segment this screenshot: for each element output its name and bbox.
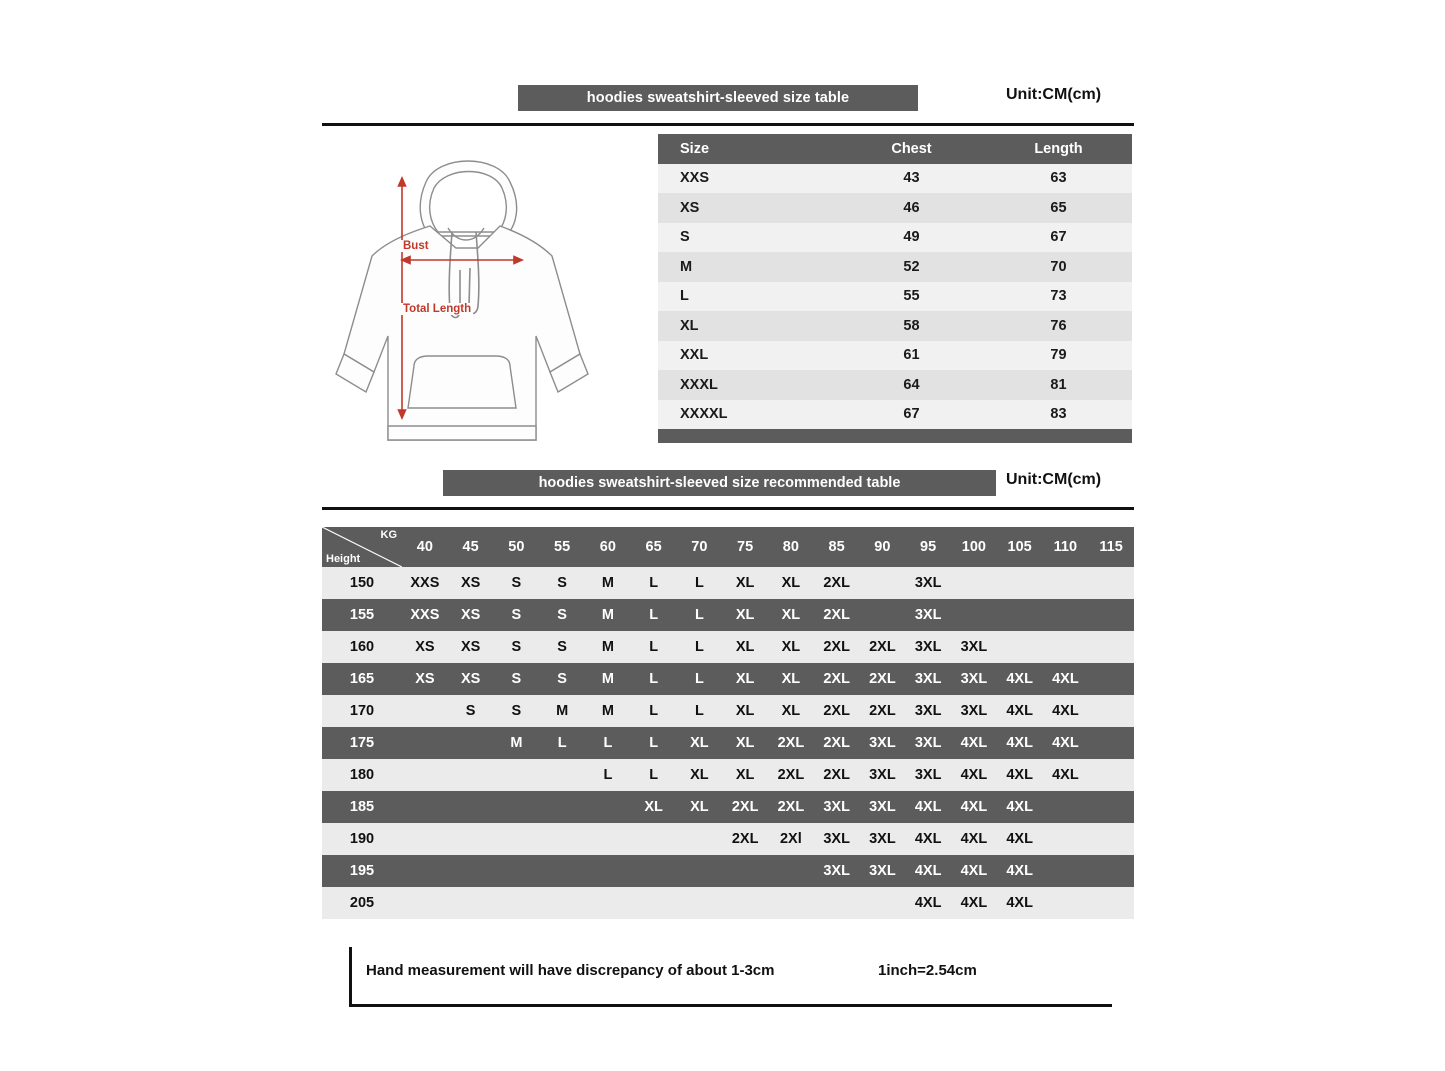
size-cell [1088, 855, 1134, 887]
size-cell: 4XL [997, 855, 1043, 887]
size-cell [494, 823, 540, 855]
size-cell: 3XL [860, 727, 906, 759]
height-cell: 190 [322, 823, 402, 855]
size-cell: 4XL [951, 823, 997, 855]
size-cell: L [677, 695, 723, 727]
size-cell: 2XL [860, 663, 906, 695]
table-footer-bar [658, 429, 1132, 443]
size-cell [860, 567, 906, 599]
size-cell: 3XL [814, 791, 860, 823]
size-cell: S [539, 631, 585, 663]
cell-length: 81 [985, 370, 1132, 400]
size-cell: 3XL [814, 823, 860, 855]
size-cell: 2XL [860, 631, 906, 663]
height-cell: 195 [322, 855, 402, 887]
cell-length: 79 [985, 341, 1132, 371]
cell-size: XXXXL [658, 400, 838, 430]
size-cell: S [539, 599, 585, 631]
size-cell [402, 695, 448, 727]
size-cell [585, 887, 631, 919]
size-cell [1088, 599, 1134, 631]
size-cell [539, 759, 585, 791]
size-cell: S [539, 663, 585, 695]
cell-size: M [658, 252, 838, 282]
size-cell: S [494, 567, 540, 599]
size-cell: 4XL [1043, 759, 1089, 791]
size-cell [1088, 631, 1134, 663]
size-table-unit: Unit:CM(cm) [1006, 86, 1102, 103]
size-cell: 2XL [860, 695, 906, 727]
size-cell: 4XL [997, 727, 1043, 759]
size-cell [677, 823, 723, 855]
size-cell: 2XL [814, 567, 860, 599]
size-cell: 3XL [905, 759, 951, 791]
cell-chest: 55 [838, 282, 985, 312]
size-cell: 3XL [860, 823, 906, 855]
size-cell [1043, 791, 1089, 823]
size-cell: XL [722, 695, 768, 727]
recommended-table-title: hoodies sweatshirt-sleeved size recommended table [443, 470, 996, 496]
height-cell: 205 [322, 887, 402, 919]
size-cell: 2XL [814, 631, 860, 663]
cell-size: S [658, 223, 838, 253]
table-row [322, 823, 1134, 855]
size-cell [585, 855, 631, 887]
size-cell [494, 791, 540, 823]
height-cell: 165 [322, 663, 402, 695]
table-row [658, 311, 1132, 341]
size-cell: XS [448, 567, 494, 599]
weight-header: 85 [814, 527, 860, 567]
size-cell: 3XL [860, 759, 906, 791]
cell-length: 70 [985, 252, 1132, 282]
size-cell: L [677, 663, 723, 695]
size-cell: 2Xl [768, 823, 814, 855]
cell-chest: 67 [838, 400, 985, 430]
size-cell [1088, 887, 1134, 919]
size-table-header-row [658, 134, 1132, 164]
size-cell: M [585, 663, 631, 695]
size-cell: 4XL [1043, 695, 1089, 727]
size-cell: 3XL [951, 663, 997, 695]
size-cell: XXS [402, 599, 448, 631]
size-cell: L [631, 599, 677, 631]
weight-header: 105 [997, 527, 1043, 567]
size-cell: L [631, 695, 677, 727]
recommended-header-row [322, 527, 1134, 567]
size-cell: 4XL [997, 887, 1043, 919]
size-cell [768, 887, 814, 919]
size-cell [539, 823, 585, 855]
height-cell: 170 [322, 695, 402, 727]
cell-size: L [658, 282, 838, 312]
size-cell: XL [722, 727, 768, 759]
size-cell [448, 727, 494, 759]
size-cell: 3XL [905, 599, 951, 631]
size-cell: 4XL [951, 887, 997, 919]
table-row [322, 727, 1134, 759]
size-cell [997, 567, 1043, 599]
size-cell [448, 887, 494, 919]
size-cell: 3XL [905, 695, 951, 727]
size-cell: 2XL [814, 663, 860, 695]
weight-header: 110 [1043, 527, 1089, 567]
table-row [658, 282, 1132, 312]
size-cell: S [494, 631, 540, 663]
size-cell: M [585, 631, 631, 663]
size-cell: XS [448, 663, 494, 695]
size-cell: XS [402, 631, 448, 663]
size-cell [1088, 791, 1134, 823]
cell-chest: 49 [838, 223, 985, 253]
cell-length: 76 [985, 311, 1132, 341]
cell-length: 65 [985, 193, 1132, 223]
size-cell [1088, 759, 1134, 791]
size-cell [860, 887, 906, 919]
size-table-header-chest: Chest [838, 134, 985, 164]
size-cell: M [539, 695, 585, 727]
size-cell: 2XL [814, 695, 860, 727]
table-row [322, 695, 1134, 727]
size-cell [1043, 887, 1089, 919]
size-cell: 2XL [814, 599, 860, 631]
size-cell: 3XL [860, 791, 906, 823]
size-cell: XL [768, 599, 814, 631]
size-cell: L [631, 663, 677, 695]
table-row [658, 223, 1132, 253]
cell-size: XXS [658, 164, 838, 194]
size-cell [402, 759, 448, 791]
table-row [322, 759, 1134, 791]
size-cell: 3XL [905, 567, 951, 599]
table-row [658, 400, 1132, 430]
size-cell [722, 887, 768, 919]
weight-header: 45 [448, 527, 494, 567]
size-cell: XL [722, 567, 768, 599]
size-cell: S [494, 663, 540, 695]
footer-rule-left [349, 947, 352, 1007]
size-table-title: hoodies sweatshirt-sleeved size table [518, 85, 918, 111]
table-row [658, 370, 1132, 400]
size-cell [494, 887, 540, 919]
size-cell [677, 887, 723, 919]
weight-header: 90 [860, 527, 906, 567]
size-cell: 4XL [997, 823, 1043, 855]
height-cell: 185 [322, 791, 402, 823]
size-cell: XL [677, 759, 723, 791]
size-cell [814, 887, 860, 919]
weight-header: 75 [722, 527, 768, 567]
size-cell [677, 855, 723, 887]
size-cell [402, 855, 448, 887]
size-cell [402, 887, 448, 919]
size-cell: M [494, 727, 540, 759]
size-cell: L [631, 759, 677, 791]
size-cell: 3XL [860, 855, 906, 887]
size-cell: 3XL [905, 727, 951, 759]
size-cell [1043, 567, 1089, 599]
size-cell [585, 791, 631, 823]
size-cell: XL [722, 599, 768, 631]
weight-header: 40 [402, 527, 448, 567]
size-cell [494, 855, 540, 887]
size-cell: XL [677, 727, 723, 759]
size-cell [402, 823, 448, 855]
size-cell: S [494, 599, 540, 631]
size-cell: 4XL [905, 791, 951, 823]
size-cell: 2XL [722, 823, 768, 855]
size-cell: 2XL [814, 759, 860, 791]
size-cell: L [631, 567, 677, 599]
size-cell [1088, 695, 1134, 727]
size-cell [722, 855, 768, 887]
table-row [322, 855, 1134, 887]
weight-axis-label: KG [380, 529, 397, 541]
size-cell: 4XL [951, 727, 997, 759]
size-cell [631, 855, 677, 887]
cell-length: 73 [985, 282, 1132, 312]
size-cell: 4XL [997, 759, 1043, 791]
table-row [658, 341, 1132, 371]
size-cell: 4XL [997, 791, 1043, 823]
size-cell: L [585, 759, 631, 791]
cell-size: XXL [658, 341, 838, 371]
size-cell: XL [768, 695, 814, 727]
cell-size: XL [658, 311, 838, 341]
weight-header: 70 [677, 527, 723, 567]
size-cell [1043, 631, 1089, 663]
weight-header: 50 [494, 527, 540, 567]
size-cell: L [677, 631, 723, 663]
table-row [658, 252, 1132, 282]
height-cell: 180 [322, 759, 402, 791]
cell-size: XS [658, 193, 838, 223]
size-cell [951, 567, 997, 599]
table-row [322, 887, 1134, 919]
size-cell [1088, 567, 1134, 599]
table-row [322, 599, 1134, 631]
size-table [658, 134, 1132, 443]
height-cell: 160 [322, 631, 402, 663]
size-cell [448, 855, 494, 887]
size-table-header-size: Size [658, 134, 838, 164]
cell-chest: 52 [838, 252, 985, 282]
height-cell: 175 [322, 727, 402, 759]
height-cell: 150 [322, 567, 402, 599]
measurement-note: Hand measurement will have discrepancy of about 1-3cm [366, 962, 775, 979]
weight-header: 115 [1088, 527, 1134, 567]
size-cell: 3XL [905, 663, 951, 695]
size-cell: 4XL [1043, 663, 1089, 695]
cell-chest: 58 [838, 311, 985, 341]
size-cell: L [631, 727, 677, 759]
size-cell: XL [722, 631, 768, 663]
size-cell: 3XL [951, 695, 997, 727]
size-cell [402, 791, 448, 823]
size-cell: 2XL [768, 727, 814, 759]
cell-length: 67 [985, 223, 1132, 253]
cell-chest: 64 [838, 370, 985, 400]
cell-length: 83 [985, 400, 1132, 430]
axis-corner-cell [322, 527, 402, 567]
size-cell: S [539, 567, 585, 599]
size-cell: S [448, 695, 494, 727]
size-cell: 3XL [951, 631, 997, 663]
size-cell: 4XL [997, 695, 1043, 727]
size-cell: 4XL [905, 887, 951, 919]
size-cell: M [585, 567, 631, 599]
unit-conversion-note: 1inch=2.54cm [878, 962, 977, 979]
table-row [322, 631, 1134, 663]
size-cell: L [539, 727, 585, 759]
size-cell [768, 855, 814, 887]
size-cell: 2XL [722, 791, 768, 823]
size-cell [539, 887, 585, 919]
size-cell: XXS [402, 567, 448, 599]
hoodie-diagram [330, 140, 630, 460]
size-cell [631, 823, 677, 855]
size-cell [1043, 599, 1089, 631]
size-cell: 4XL [951, 791, 997, 823]
size-cell: L [677, 599, 723, 631]
weight-header: 55 [539, 527, 585, 567]
cell-size: XXXL [658, 370, 838, 400]
size-cell [448, 791, 494, 823]
size-cell: 4XL [1043, 727, 1089, 759]
height-cell: 155 [322, 599, 402, 631]
size-table-header-length: Length [985, 134, 1132, 164]
weight-header: 100 [951, 527, 997, 567]
size-cell: L [677, 567, 723, 599]
size-cell: 4XL [951, 759, 997, 791]
weight-header: 80 [768, 527, 814, 567]
size-cell [1043, 823, 1089, 855]
size-cell [585, 823, 631, 855]
size-cell: 4XL [905, 823, 951, 855]
size-cell: XS [448, 631, 494, 663]
bust-label: Bust [403, 240, 429, 252]
height-axis-label: Height [326, 553, 361, 565]
size-cell: XL [722, 759, 768, 791]
weight-header: 60 [585, 527, 631, 567]
table-row [658, 164, 1132, 194]
size-cell: L [585, 727, 631, 759]
size-cell [539, 791, 585, 823]
recommended-table-unit: Unit:CM(cm) [1006, 471, 1102, 488]
table-row [322, 663, 1134, 695]
table-row [322, 791, 1134, 823]
size-cell: XL [768, 567, 814, 599]
size-cell: M [585, 599, 631, 631]
size-cell: XL [677, 791, 723, 823]
size-cell [494, 759, 540, 791]
size-cell [631, 887, 677, 919]
size-cell [860, 599, 906, 631]
table-row [322, 567, 1134, 599]
recommended-size-table [322, 527, 1134, 919]
size-cell [997, 599, 1043, 631]
cell-length: 63 [985, 164, 1132, 194]
size-cell: XS [402, 663, 448, 695]
size-cell [448, 823, 494, 855]
weight-header: 95 [905, 527, 951, 567]
size-cell [997, 631, 1043, 663]
cell-chest: 46 [838, 193, 985, 223]
size-cell: XL [768, 663, 814, 695]
size-cell [1088, 663, 1134, 695]
size-cell: 2XL [814, 727, 860, 759]
size-cell: M [585, 695, 631, 727]
size-cell: 2XL [768, 791, 814, 823]
size-cell [1088, 727, 1134, 759]
table-row [658, 193, 1132, 223]
size-cell [1088, 823, 1134, 855]
footer-rule-bottom [349, 1004, 1112, 1007]
size-cell [402, 727, 448, 759]
size-cell [539, 855, 585, 887]
size-cell: XL [768, 631, 814, 663]
size-cell: L [631, 631, 677, 663]
size-cell: XL [631, 791, 677, 823]
size-cell: XL [722, 663, 768, 695]
size-cell: XS [448, 599, 494, 631]
size-cell: 3XL [905, 631, 951, 663]
header-divider-middle [322, 507, 1134, 510]
size-cell [951, 599, 997, 631]
size-cell: 3XL [814, 855, 860, 887]
cell-chest: 43 [838, 164, 985, 194]
size-cell: 4XL [997, 663, 1043, 695]
size-cell: 4XL [905, 855, 951, 887]
size-cell: 2XL [768, 759, 814, 791]
cell-chest: 61 [838, 341, 985, 371]
size-cell [448, 759, 494, 791]
size-cell: 4XL [951, 855, 997, 887]
weight-header: 65 [631, 527, 677, 567]
header-divider-top [322, 123, 1134, 126]
size-cell [1043, 855, 1089, 887]
total-length-label: Total Length [403, 303, 472, 315]
size-cell: S [494, 695, 540, 727]
